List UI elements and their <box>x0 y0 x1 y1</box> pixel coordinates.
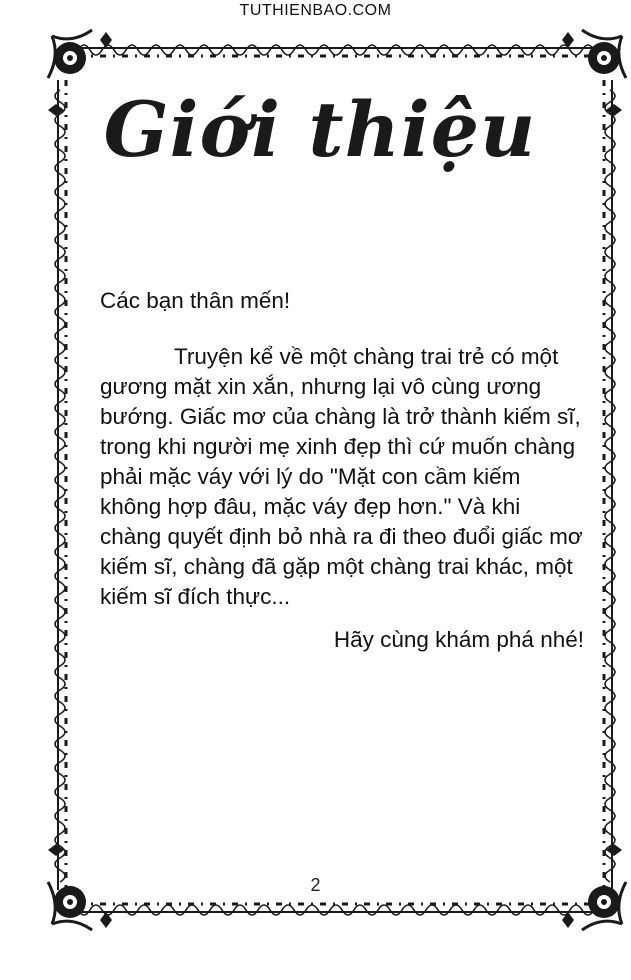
page-title: Giới thiệu <box>103 85 537 174</box>
closing-text: Hãy cùng khám phá nhé! <box>333 627 584 652</box>
site-watermark: TUTHIENBAO.COM <box>239 2 392 19</box>
intro-paragraph: Truyện kể về một chàng trai trẻ có một gương mặt xin xắn, nhưng lại vô cùng ương bướng. Giấc mơ của chàng là trở thành kiếm sĩ, trong khi người mẹ xinh đẹp thì cứ muốn chàng phải mặc váy với lý do "Mặt con cầm kiếm không hợp đâu, mặc váy đẹp hơn." Và khi chàng quyết định bỏ nhà ra đi theo đuổi giấc mơ kiếm sĩ, chàng đã gặp một chàng trai khác, một kiếm sĩ đích thực... <box>100 344 583 609</box>
greeting-text: Các bạn thân mến! <box>100 288 291 313</box>
page-number: 2 <box>310 875 321 895</box>
